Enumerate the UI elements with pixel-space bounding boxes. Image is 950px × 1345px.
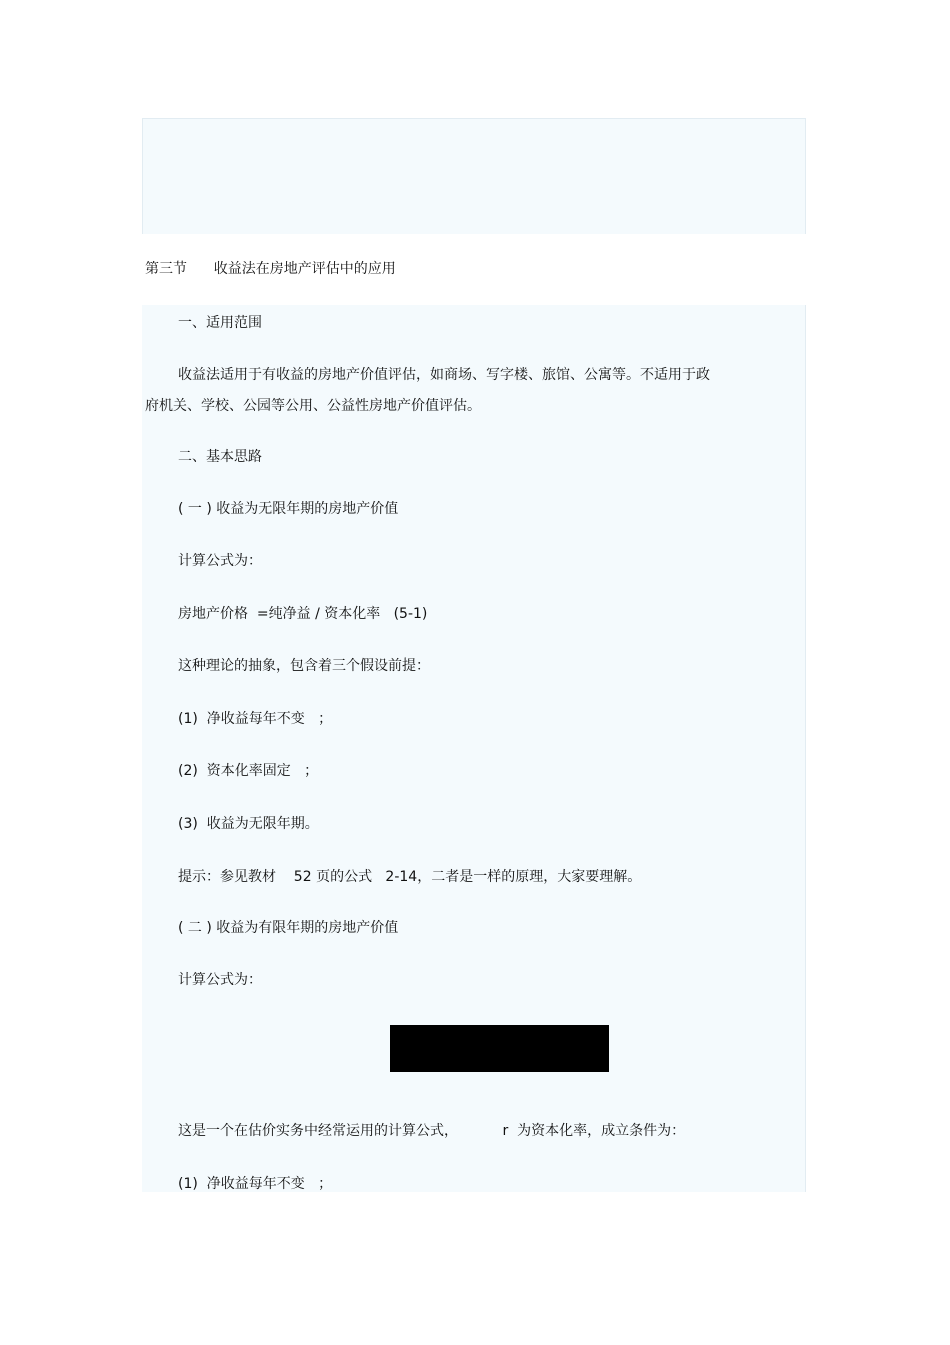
- top-shaded-panel: [142, 118, 806, 234]
- tip-note: 提示：参见教材 52 页的公式 2-14，二者是一样的原理，大家要理解。: [178, 869, 642, 885]
- redacted-formula-image: [390, 1025, 609, 1072]
- formula-intro-1: 计算公式为：: [178, 553, 262, 569]
- subsection-finite-term: ( 二 ) 收益为有限年期的房地产价值: [178, 920, 399, 936]
- paragraph-scope-line1: 收益法适用于有收益的房地产价值评估，如商场、写字楼、旅馆、公寓等。不适用于政: [178, 367, 710, 383]
- assumption-1: (1) 净收益每年不变 ；: [178, 711, 333, 727]
- condition-1: (1) 净收益每年不变 ；: [178, 1176, 333, 1192]
- section-heading: 第三节 收益法在房地产评估中的应用: [145, 261, 396, 277]
- subsection-infinite-term: ( 一 ) 收益为无限年期的房地产价值: [178, 501, 399, 517]
- subheading-scope: 一、适用范围: [178, 315, 262, 331]
- assumption-3: (3) 收益为无限年期。: [178, 816, 319, 832]
- assumption-2: (2) 资本化率固定 ；: [178, 763, 319, 779]
- assumptions-intro: 这种理论的抽象，包含着三个假设前提：: [178, 658, 430, 674]
- formula-5-1: 房地产价格 =纯净益 / 资本化率 (5-1): [178, 606, 428, 622]
- subheading-approach: 二、基本思路: [178, 449, 262, 465]
- paragraph-scope-line2: 府机关、学校、公园等公用、公益性房地产价值评估。: [145, 398, 481, 414]
- formula-explanation: 这是一个在估价实务中经常运用的计算公式， r 为资本化率，成立条件为：: [178, 1123, 686, 1139]
- formula-intro-2: 计算公式为：: [178, 972, 262, 988]
